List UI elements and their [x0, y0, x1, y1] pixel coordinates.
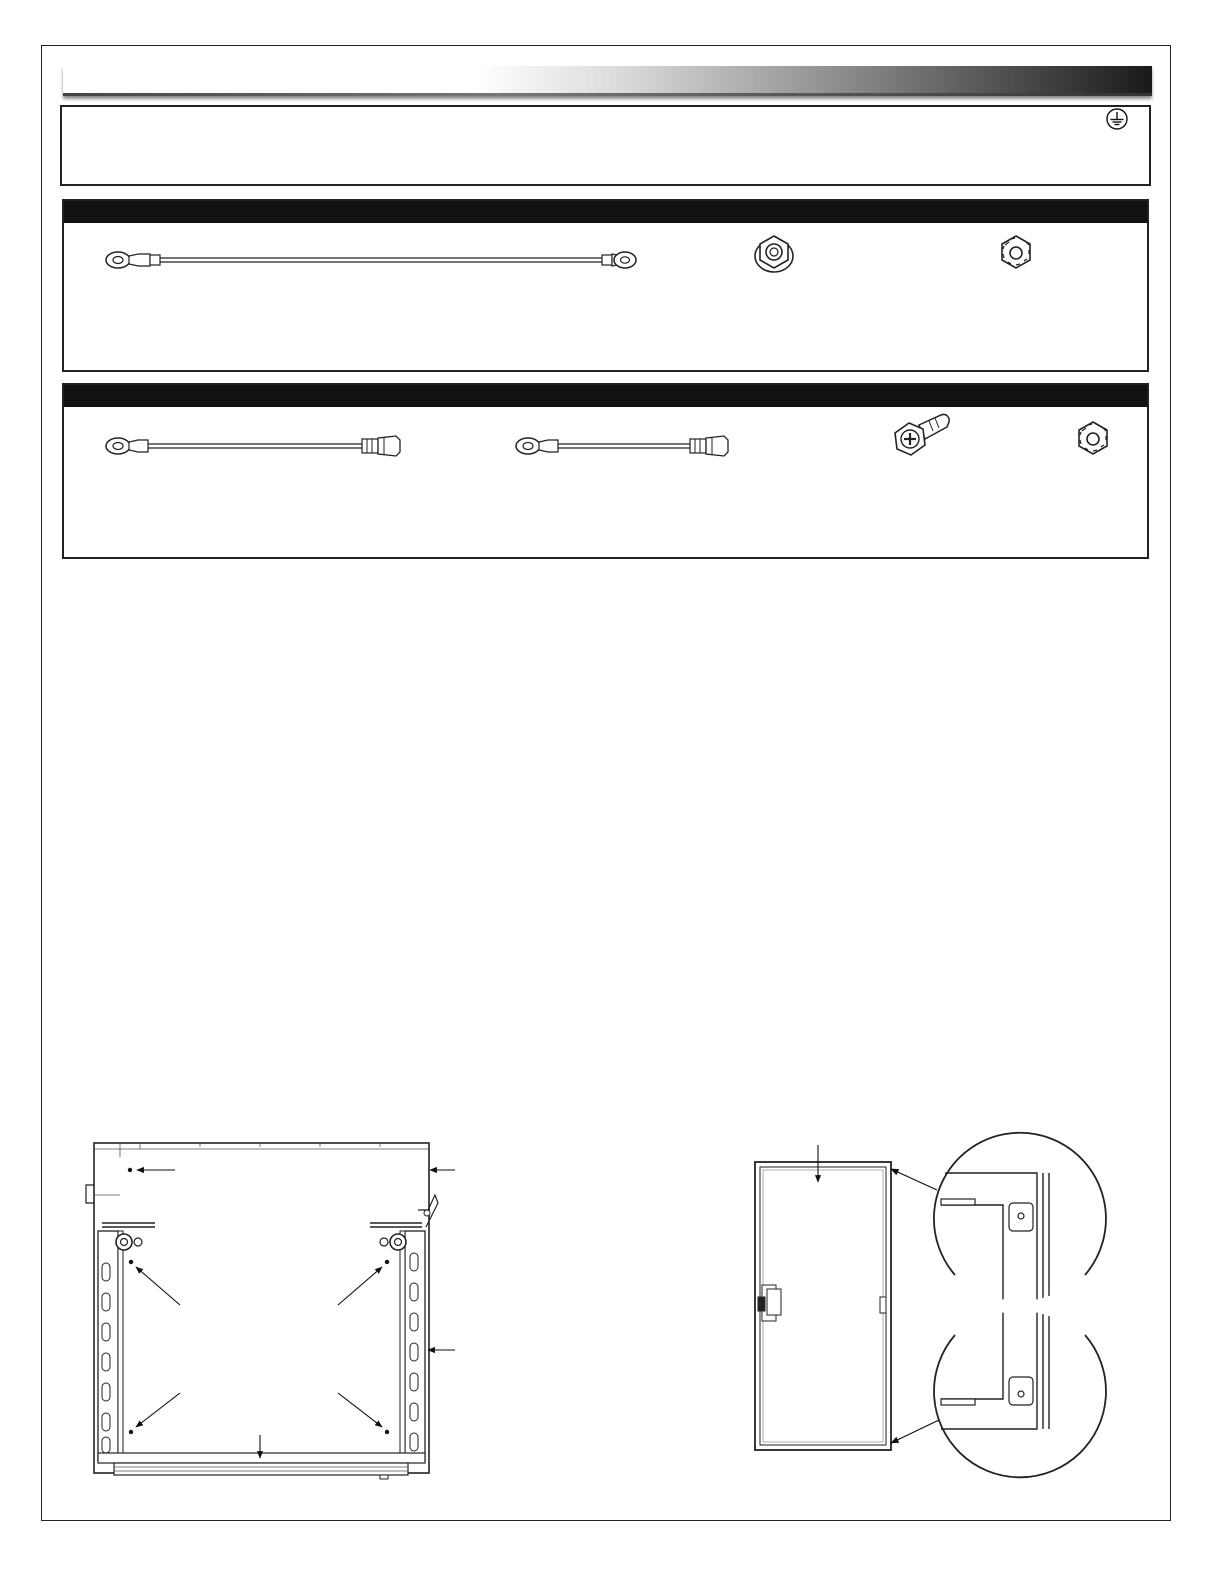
- ground-icon: [1100, 107, 1134, 137]
- lock-nut-icon: [1074, 419, 1112, 457]
- kit-box-1: [62, 199, 1149, 372]
- section-header-bar: [63, 66, 1152, 96]
- ground-screw-icon: [889, 409, 955, 465]
- ground-wire-short-spade-icon: [514, 431, 744, 461]
- cabinet-rear-diagram: [80, 1135, 480, 1495]
- kit-title-2: [64, 385, 1147, 407]
- flange-nut-icon: [752, 231, 796, 275]
- note-box: [60, 105, 1151, 186]
- lock-nut-icon: [997, 233, 1035, 271]
- ground-wire-long-icon: [104, 245, 644, 275]
- ground-wire-long-spade-icon: [104, 431, 414, 461]
- kit-box-2: [62, 383, 1149, 559]
- kit-title-1: [64, 201, 1147, 223]
- section-header-rule: [63, 93, 1152, 96]
- door-detail-diagram: [745, 1125, 1115, 1485]
